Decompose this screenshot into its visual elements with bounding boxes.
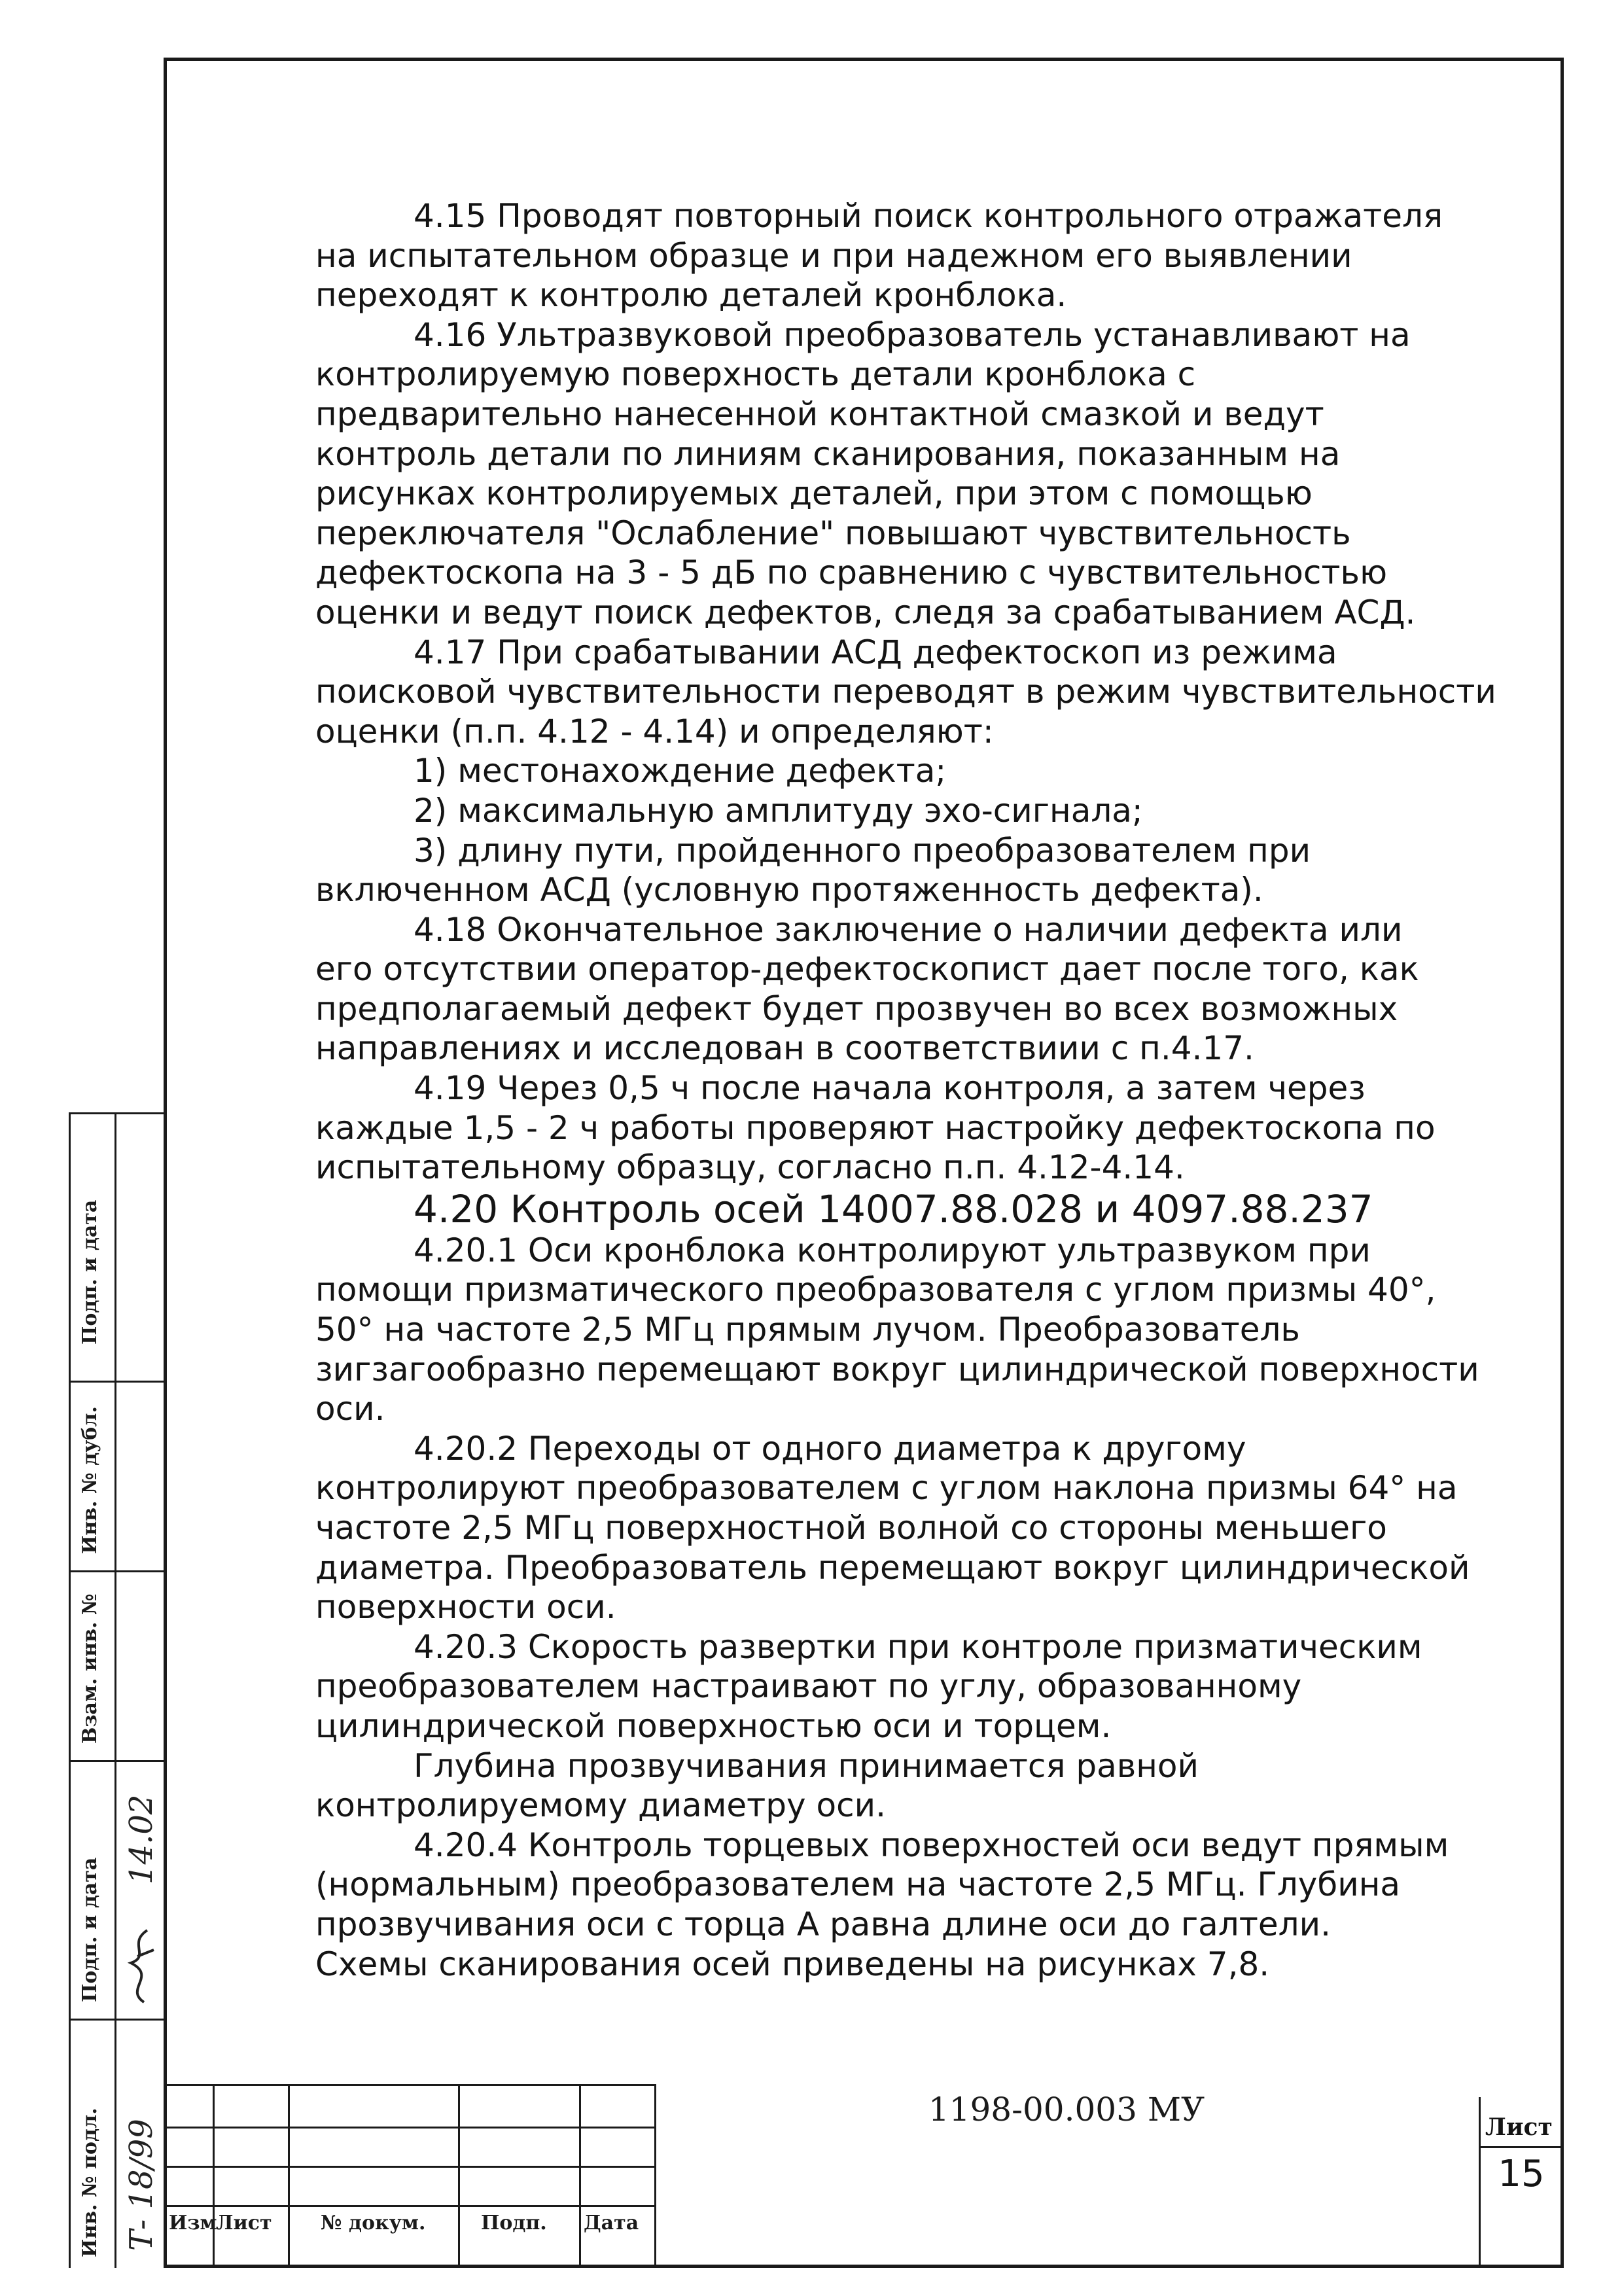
text-line: 4.17 При срабатывании АСД дефектоскоп из режима xyxy=(414,633,1337,671)
title-block-line xyxy=(458,2084,460,2268)
side-divider xyxy=(69,1570,164,1572)
side-label-inv-dubl: Инв. № дубл. xyxy=(79,1406,101,1554)
text-line: поверхности оси. xyxy=(315,1588,616,1627)
text-line: предварительно нанесенной контактной смазкой и ведут xyxy=(315,395,1324,433)
side-label-inv-podl: Инв. № подл. xyxy=(79,2108,101,2257)
text-line: 4.20.1 Оси кронблока контролируют ультразвуком при xyxy=(414,1231,1371,1269)
text-line: цилиндрической поверхностью оси и торцем. xyxy=(315,1706,1112,1745)
side-handwritten-date: 14.02 xyxy=(123,1794,160,1884)
text-line: оценки и ведут поиск дефектов, следя за срабатыванием АСД. xyxy=(315,593,1416,631)
text-line: переключателя "Ослабление" повышают чувствительность xyxy=(315,514,1351,552)
text-line: 4.20.2 Переходы от одного диаметра к другому xyxy=(414,1429,1246,1468)
text-line: помощи призматического преобразователя с углом призмы 40°, xyxy=(315,1271,1436,1309)
text-line: включенном АСД (условную протяженность дефекта). xyxy=(315,871,1263,910)
title-block-n-dokum: № докум. xyxy=(321,2212,426,2234)
text-line: Глубина прозвучивания принимается равной xyxy=(414,1746,1199,1785)
sheet-label: Лист xyxy=(1485,2113,1553,2141)
title-block-podp: Подп. xyxy=(481,2212,547,2234)
text-line: оси. xyxy=(315,1390,385,1428)
text-line: переходят к контролю деталей кронблока. xyxy=(315,276,1067,315)
text-line: контроль детали по линиям сканирования, показанным на xyxy=(315,434,1341,473)
title-block-data: Дата xyxy=(584,2212,639,2234)
text-line: 50° на частоте 2,5 МГц прямым лучом. Преобразователь xyxy=(315,1311,1300,1349)
signature-icon xyxy=(118,1917,164,2009)
title-block-izm: Изм xyxy=(169,2212,217,2234)
side-label-vzam-inv: Взам. инв. № xyxy=(79,1593,101,1744)
text-line: предполагаемый дефект будет прозвучен во всех возможных xyxy=(315,989,1398,1028)
text-line: 1) местонахождение дефекта; xyxy=(414,752,947,790)
title-block-line xyxy=(1479,2146,1564,2148)
text-line: 4.15 Проводят повторный поиск контрольного отражателя xyxy=(414,197,1443,235)
text-line: 2) максимальную амплитуду эхо-сигнала; xyxy=(414,791,1143,830)
text-line: контролируют преобразователем с углом наклона призмы 64° на xyxy=(315,1469,1458,1508)
text-line: частоте 2,5 МГц поверхностной волной со стороны меньшего xyxy=(315,1509,1387,1547)
text-line: 4.16 Ультразвуковой преобразователь устанавливают на xyxy=(414,315,1411,354)
text-line: прозвучивания оси с торца А равна длине оси до галтели. xyxy=(315,1905,1331,1943)
text-line: направлениях и исследован в соответствиии с п.4.17. xyxy=(315,1029,1254,1068)
sheet-number: 15 xyxy=(1498,2153,1545,2195)
text-line: на испытательном образце и при надежном его выявлении xyxy=(315,236,1352,275)
text-line: (нормальным) преобразователем на частоте 2,5 МГц. Глубина xyxy=(315,1865,1401,1904)
text-line: 4.19 Через 0,5 ч после начала контроля, а затем через xyxy=(414,1069,1366,1108)
side-label-podp-data-2: Подп. и дата xyxy=(79,1857,101,2002)
body-text xyxy=(315,196,1496,1984)
side-strip-outer-line xyxy=(69,1112,71,2268)
text-line: каждые 1,5 - 2 ч работы проверяют настройку дефектоскопа по xyxy=(315,1108,1436,1147)
side-strip-inner-line xyxy=(115,1112,116,2268)
text-line: Схемы сканирования осей приведены на рисунках 7,8. xyxy=(315,1945,1270,1983)
text-line: поисковой чувствительности переводят в режим чувствительности xyxy=(315,673,1496,711)
text-line: 4.20.3 Скорость развертки при контроле призматическим xyxy=(414,1627,1422,1666)
side-divider xyxy=(69,1112,164,1114)
title-block-list: Лист xyxy=(216,2212,272,2234)
text-line: 4.18 Окончательное заключение о наличии дефекта или xyxy=(414,910,1403,949)
title-block-line xyxy=(1479,2097,1481,2268)
text-line: его отсутствии оператор-дефектоскопист дает после того, как xyxy=(315,950,1419,989)
text-line: контролируемую поверхность детали кронблока с xyxy=(315,355,1196,394)
title-block-line xyxy=(579,2084,581,2268)
text-line: преобразователем настраивают по углу, образованному xyxy=(315,1667,1302,1706)
text-line: дефектоскопа на 3 - 5 дБ по сравнению с чувствительностью xyxy=(315,554,1388,592)
text-line: 4.20.4 Контроль торцевых поверхностей оси ведут прямым xyxy=(414,1826,1449,1864)
text-line: рисунках контролируемых деталей, при этом с помощью xyxy=(315,474,1313,513)
title-block-line xyxy=(213,2084,215,2268)
document-code: 1198-00.003 МУ xyxy=(928,2091,1205,2128)
side-handwritten-inv: Т- 18/99 xyxy=(123,2119,160,2251)
side-divider xyxy=(69,1760,164,1762)
text-line: испытательному образцу, согласно п.п. 4.12-4.14. xyxy=(315,1148,1185,1187)
text-line: диаметра. Преобразователь перемещают вокруг цилиндрической xyxy=(315,1548,1470,1587)
side-divider xyxy=(69,2019,164,2021)
text-line: зигзагообразно перемещают вокруг цилиндрической поверхности xyxy=(315,1350,1479,1388)
text-line: оценки (п.п. 4.12 - 4.14) и определяют: xyxy=(315,712,994,751)
text-line: контролируемому диаметру оси. xyxy=(315,1786,886,1825)
title-block-line xyxy=(288,2084,290,2268)
side-divider xyxy=(69,1381,164,1383)
text-line: 3) длину пути, пройденного преобразователем при xyxy=(414,831,1311,870)
side-label-podp-data-1: Подп. и дата xyxy=(79,1199,101,1345)
text-line: 4.20 Контроль осей 14007.88.028 и 4097.88.237 xyxy=(414,1186,1373,1231)
